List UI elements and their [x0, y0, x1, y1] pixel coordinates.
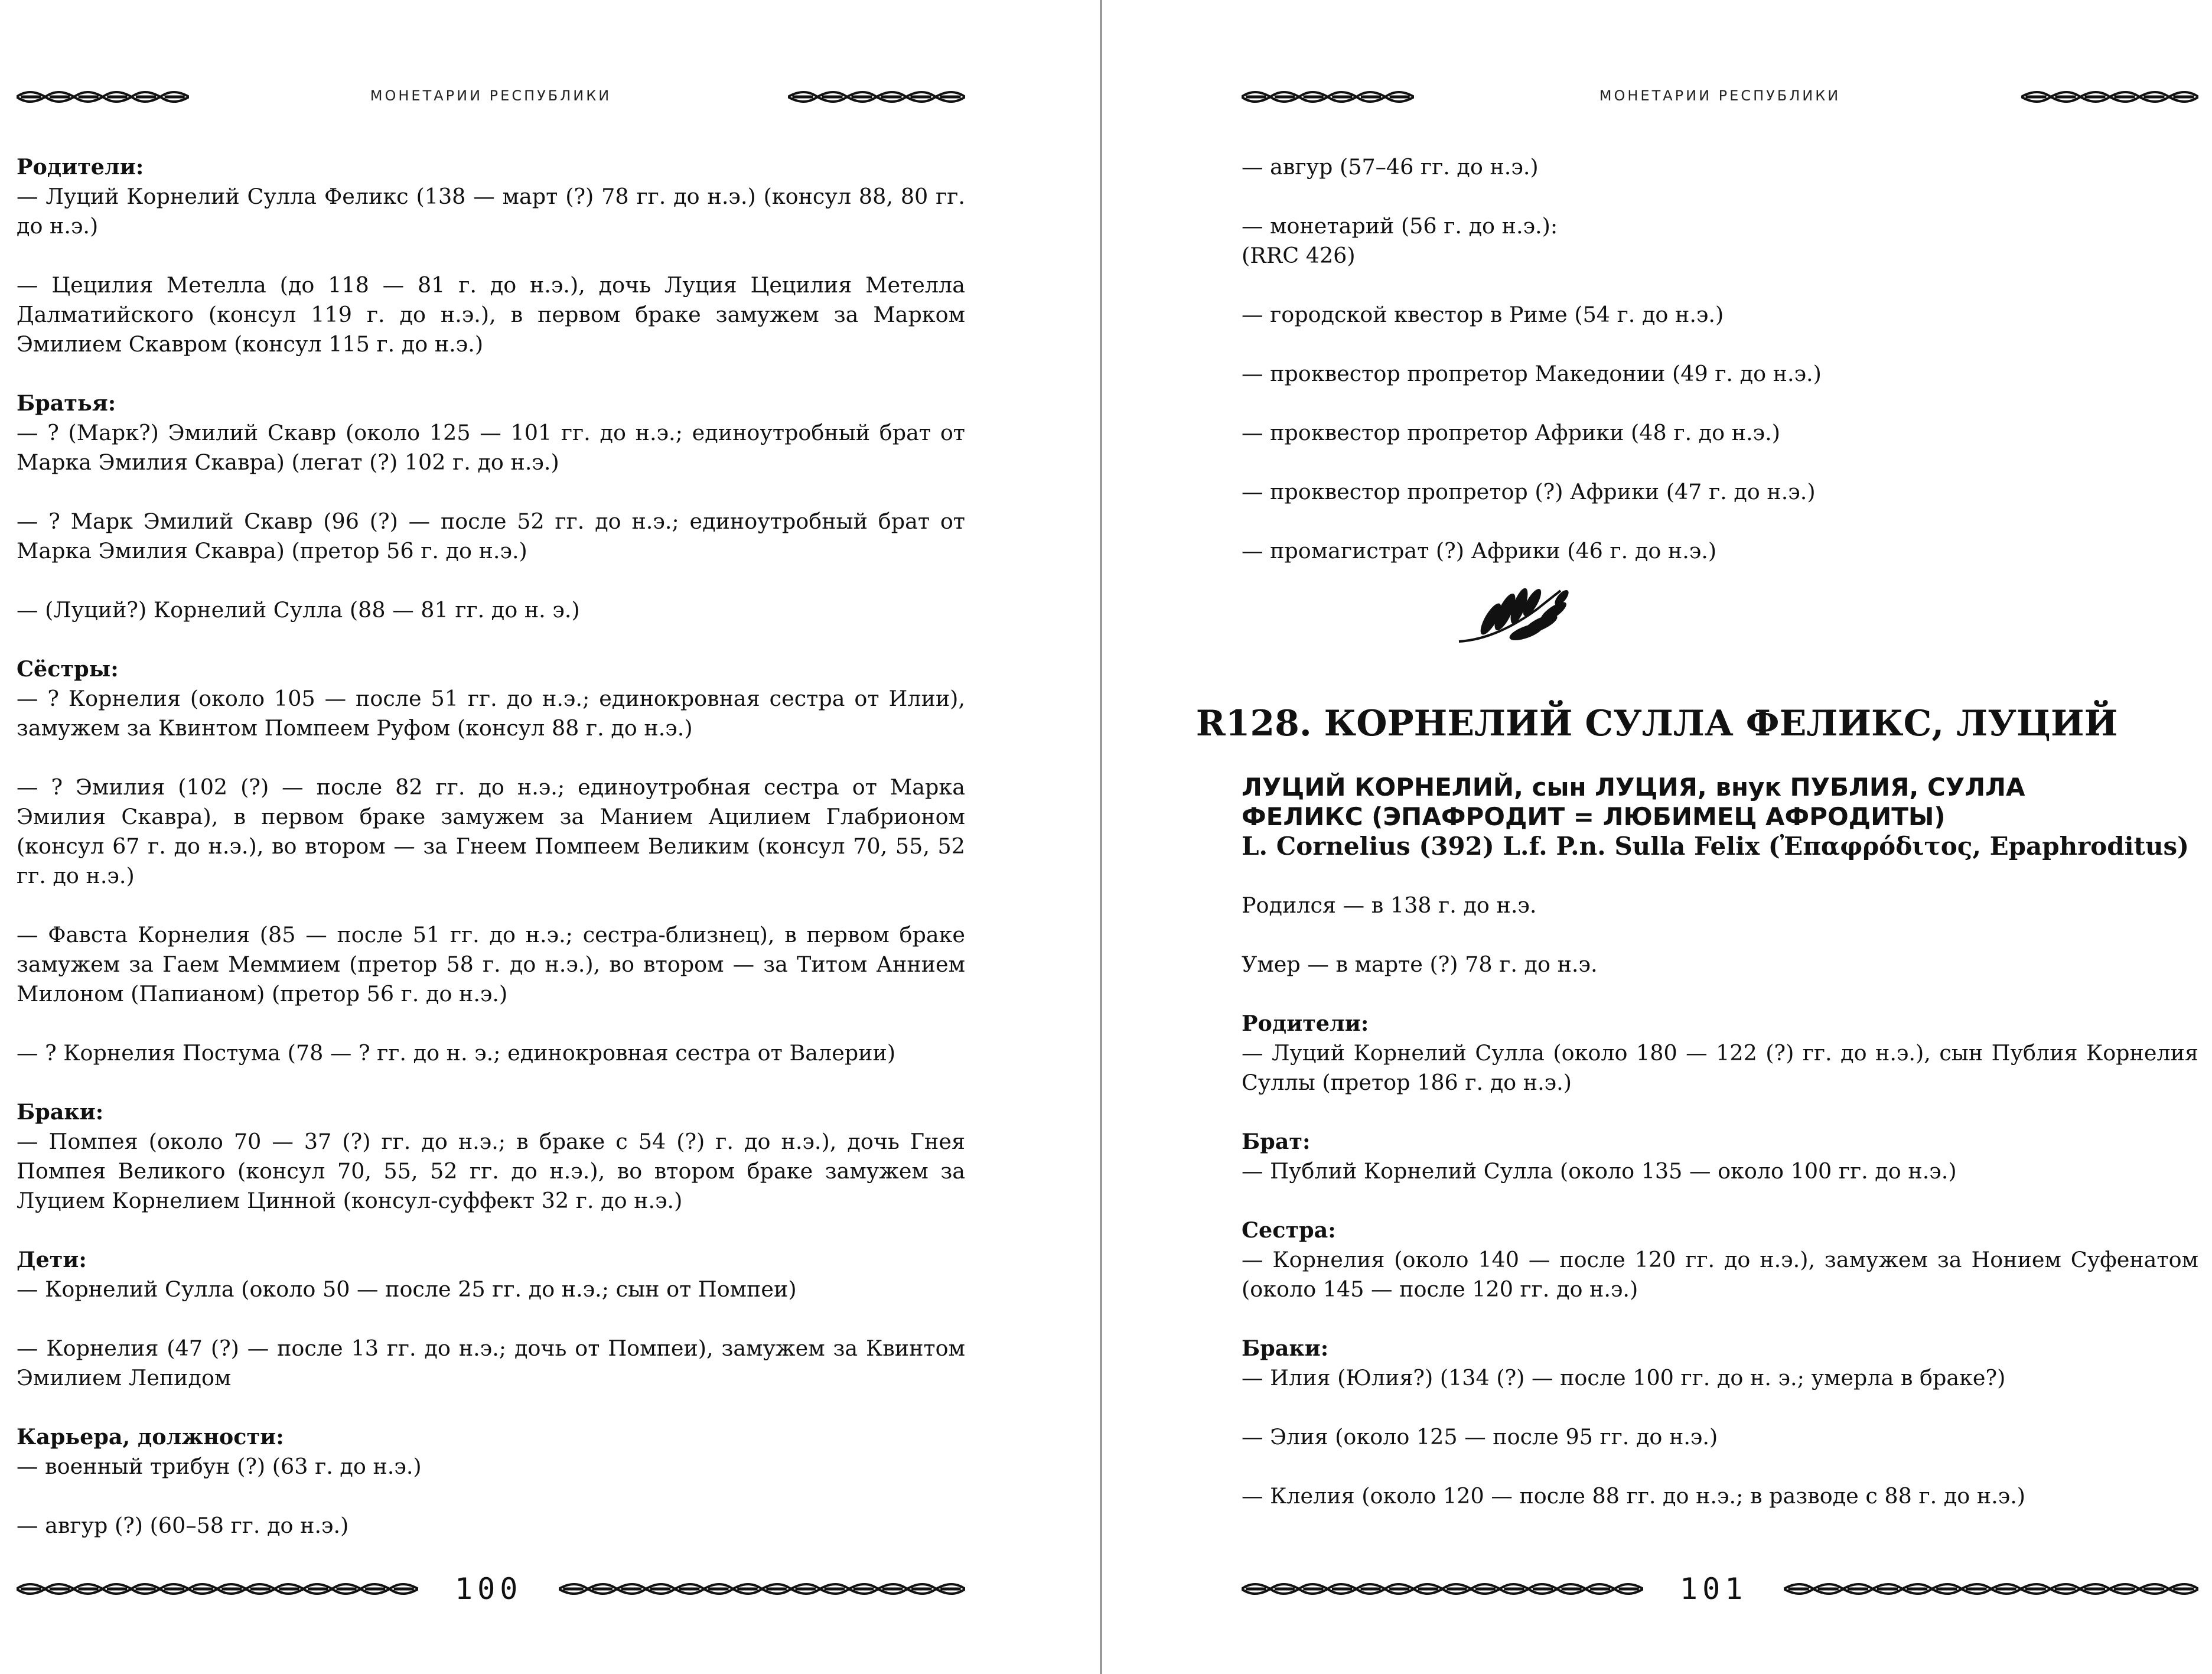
paragraph: — Корнелия (47 (?) — после 13 гг. до н.э.; дочь от Помпеи), замужем за Квинтом Эмилием Лепидом	[17, 1336, 965, 1390]
page-footer	[1242, 1574, 2198, 1604]
page-header	[1242, 83, 2198, 112]
text-block	[1242, 1334, 2198, 1393]
page-number: 100	[455, 1572, 523, 1606]
text-block	[17, 152, 965, 241]
subtitle-latin-name: L. Cornelius (392) L.f. P.n. Sulla Felix (Ἐπαφρόδιτος, Epaphroditus)	[1242, 832, 2190, 861]
paragraph: — Луций Корнелий Сулла (около 180 — 122 (?) гг. до н.э.), сын Публия Корнелия Суллы (претор 186 г. до н.э.)	[1242, 1040, 2198, 1095]
section-heading-marriages: Браки:	[1242, 1336, 1329, 1361]
page-footer	[17, 1574, 965, 1604]
right-page-career-list	[1242, 152, 2198, 595]
text-block	[17, 389, 965, 477]
text-block	[1242, 891, 2198, 920]
paragraph: — Корнелия (около 140 — после 120 гг. до н.э.), замужем за Нонием Суфенатом (около 145 — после 120 гг. до н.э.)	[1242, 1247, 2198, 1302]
text-block	[17, 1334, 965, 1393]
text-block	[17, 920, 965, 1009]
paragraph: — военный трибун (?) (63 г. до н.э.)	[17, 1454, 422, 1479]
text-block	[1242, 1009, 2198, 1097]
running-head: МОНЕТАРИИ РЕСПУБЛИКИ	[370, 87, 612, 104]
entry-subtitle	[1242, 773, 2198, 861]
text-block	[17, 271, 965, 359]
paragraph: — монетарий (56 г. до н.э.):	[1242, 213, 1558, 239]
text-block	[17, 595, 965, 625]
subtitle-line: ФЕЛИКС (ЭПАФРОДИТ = ЛЮБИМЕЦ АФРОДИТЫ)	[1242, 802, 1946, 831]
text-block	[1242, 1127, 2198, 1186]
section-heading-parents: Родители:	[17, 154, 144, 180]
paragraph: — Фавста Корнелия (85 — после 51 гг. до н.э.; сестра-близнец), в первом браке замужем за Гаем Меммием (претор 58 г. до н.э.), во втором — за Титом Аннием Милоном (Папианом) (претор 56 г. до н.э.)	[17, 922, 965, 1007]
page-header	[17, 83, 965, 112]
paragraph: — ? Марк Эмилий Скавр (96 (?) — после 52 гг. до н.э.; единоутробный брат от Марка Эмилия Скавра) (претор 56 г. до н.э.)	[17, 509, 965, 564]
text-block	[17, 1511, 965, 1541]
right-page-body	[1242, 891, 2198, 1541]
text-block	[17, 1422, 965, 1481]
catalog-reference: (RRC 426)	[1242, 243, 1356, 268]
text-block	[1242, 359, 2198, 389]
text-block	[1242, 152, 2198, 182]
page-number: 101	[1680, 1572, 1748, 1606]
text-block	[1242, 1216, 2198, 1304]
footer-ornament-left	[1242, 1577, 1643, 1601]
header-ornament-right	[788, 85, 965, 109]
paragraph: — авгур (?) (60–58 гг. до н.э.)	[17, 1513, 349, 1538]
text-block	[1242, 1422, 2198, 1452]
paragraph: — Луций Корнелий Сулла Феликс (138 — март (?) 78 гг. до н.э.) (консул 88, 80 гг. до н.э.)	[17, 184, 965, 239]
ornament-graphic	[1784, 1577, 2198, 1601]
paragraph: — Помпея (около 70 — 37 (?) гг. до н.э.; в браке с 54 (?) г. до н.э.), дочь Гнея Помпея Великого (консул 70, 55, 52 гг. до н.э.), во втором браке замужем за Луцием Корнелием Цинной (консул-суффект 32 г. до н.э.)	[17, 1129, 965, 1213]
paragraph: — промагистрат (?) Африки (46 г. до н.э.)	[1242, 538, 1717, 564]
paragraph: — ? Корнелия Постума (78 — ? гг. до н. э.; единокровная сестра от Валерии)	[17, 1040, 896, 1066]
text-block	[1242, 1481, 2198, 1511]
paragraph: — Публий Корнелий Сулла (около 135 — около 100 гг. до н.э.)	[1242, 1158, 1957, 1184]
paragraph: Умер — в марте (?) 78 г. до н.э.	[1242, 952, 1598, 977]
text-block	[17, 773, 965, 891]
footer-ornament-right	[559, 1577, 965, 1601]
paragraph: — (Луций?) Корнелий Сулла (88 — 81 гг. до н. э.)	[17, 597, 580, 623]
text-block	[17, 1097, 965, 1216]
text-block	[17, 1245, 965, 1304]
footer-ornament-left	[17, 1577, 418, 1601]
section-heading-career: Карьера, должности:	[17, 1424, 284, 1450]
text-block	[1242, 477, 2198, 507]
paragraph: — Корнелий Сулла (около 50 — после 25 гг. до н.э.; сын от Помпеи)	[17, 1276, 797, 1302]
section-heading-children: Дети:	[17, 1247, 87, 1272]
text-block	[17, 1038, 965, 1068]
text-block	[17, 507, 965, 566]
leaf-sprig-icon	[1455, 585, 1574, 653]
running-head: МОНЕТАРИИ РЕСПУБЛИКИ	[1599, 87, 1841, 104]
paragraph: — ? Корнелия (около 105 — после 51 гг. до н.э.; единокровная сестра от Илии), замужем за Квинтом Помпеем Руфом (консул 88 г. до н.э.)	[17, 686, 965, 741]
ornament-graphic	[788, 85, 965, 109]
ornament-graphic	[17, 1577, 418, 1601]
ornament-graphic	[559, 1577, 965, 1601]
paragraph: — городской квестор в Риме (54 г. до н.э.)	[1242, 302, 1724, 327]
paragraph: — проквестор пропретор Африки (48 г. до н.э.)	[1242, 420, 1780, 445]
section-heading-brother: Брат:	[1242, 1129, 1311, 1154]
text-block	[1242, 211, 2198, 271]
paragraph: Родился — в 138 г. до н.э.	[1242, 893, 1537, 918]
paragraph: — Илия (Юлия?) (134 (?) — после 100 гг. до н. э.; умерла в браке?)	[1242, 1365, 2006, 1390]
subtitle-line: ЛУЦИЙ КОРНЕЛИЙ, сын ЛУЦИЯ, внук ПУБЛИЯ, СУЛЛА	[1242, 773, 2025, 802]
text-block	[17, 654, 965, 743]
section-heading-parents: Родители:	[1242, 1011, 1369, 1036]
section-heading-sisters: Сёстры:	[17, 656, 119, 682]
paragraph: — Элия (около 125 — после 95 гг. до н.э.)	[1242, 1424, 1718, 1450]
entry-title: R128. КОРНЕЛИЙ СУЛЛА ФЕЛИКС, ЛУЦИЙ	[1195, 703, 2118, 744]
paragraph: — проквестор пропретор Македонии (49 г. до н.э.)	[1242, 361, 1822, 386]
paragraph: — Цецилия Метелла (до 118 — 81 г. до н.э.), дочь Луция Цецилия Метелла Далматийского (консул 119 г. до н.э.), в первом браке замужем за Марком Эмилием Скавром (консул 115 г. до н.э.)	[17, 272, 965, 357]
section-heading-brothers: Братья:	[17, 390, 116, 416]
left-page	[0, 0, 1100, 1674]
book-gutter	[1100, 0, 1102, 1674]
ornament-graphic	[1242, 1577, 1643, 1601]
section-heading-sister: Сестра:	[1242, 1217, 1336, 1243]
section-heading-marriages: Браки:	[17, 1099, 104, 1125]
right-page	[1107, 0, 2207, 1674]
text-block	[1242, 300, 2198, 330]
paragraph: — ? (Марк?) Эмилий Скавр (около 125 — 101 гг. до н.э.; единоутробный брат от Марка Эмилия Скавра) (легат (?) 102 г. до н.э.)	[17, 420, 965, 475]
paragraph: — Клелия (около 120 — после 88 гг. до н.э.; в разводе с 88 г. до н.э.)	[1242, 1483, 2026, 1509]
text-block	[1242, 950, 2198, 979]
text-block	[1242, 536, 2198, 566]
header-ornament-right	[2021, 85, 2198, 109]
left-page-body	[17, 152, 965, 1570]
paragraph: — ? Эмилия (102 (?) — после 82 гг. до н.э.; единоутробная сестра от Марка Эмилия Скавра), в первом браке замужем за Манием Ацилием Глабрионом (консул 67 г. до н.э.), во втором — за Гнеем Помпеем Великим (консул 70, 55, 52 гг. до н.э.)	[17, 774, 965, 888]
text-block	[1242, 418, 2198, 448]
paragraph: — проквестор пропретор (?) Африки (47 г. до н.э.)	[1242, 479, 1816, 504]
footer-ornament-right	[1784, 1577, 2198, 1601]
paragraph: — авгур (57–46 гг. до н.э.)	[1242, 154, 1539, 180]
ornament-graphic	[2021, 85, 2198, 109]
